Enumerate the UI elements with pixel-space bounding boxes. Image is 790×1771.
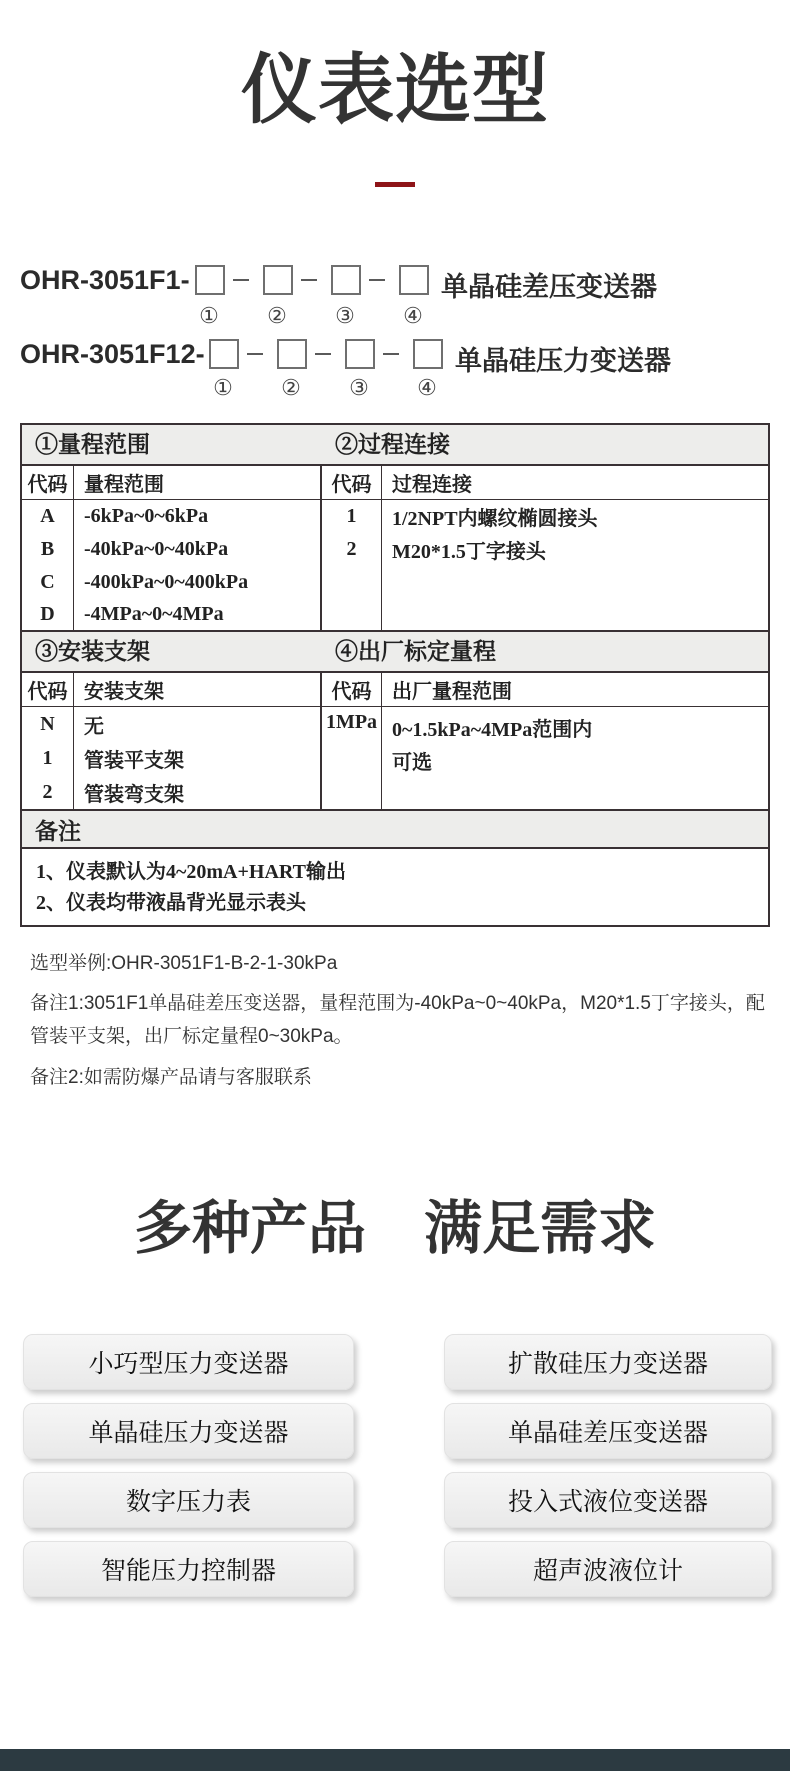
circled-number: ③ <box>349 375 369 401</box>
model-code-text: OHR-3051F12- <box>20 339 205 370</box>
table-row-value: -400kPa~0~400kPa <box>84 570 249 593</box>
model-line-3051f1 <box>0 263 790 301</box>
filler-cell <box>382 566 768 630</box>
position-markers-row <box>0 303 790 335</box>
range-section <box>22 466 322 630</box>
model-option-box <box>209 339 239 369</box>
model-option-box <box>399 265 429 295</box>
selection-note-2: 备注2:如需防爆产品请与客服联系 <box>30 1067 312 1089</box>
selection-example: 选型举例:OHR-3051F1-B-2-1-30kPa <box>30 953 338 975</box>
table-row-code: 1 <box>322 500 382 533</box>
column-header: 安装支架 <box>74 673 320 707</box>
table-row-value: -6kPa~0~6kPa <box>84 505 209 528</box>
table-row-value: 1/2NPT内螺纹椭圆接头 <box>392 508 598 531</box>
model-code-section <box>0 263 790 413</box>
products-grid <box>23 1334 790 1597</box>
circled-number: ② <box>281 375 301 401</box>
model-option-box <box>277 339 307 369</box>
remark-header: 备注 <box>22 809 768 849</box>
table-row-code: N <box>22 707 74 741</box>
table-row-code: 2 <box>322 533 382 566</box>
table-row-code: A <box>22 500 74 533</box>
section3-title: ③安装支架 <box>35 638 150 665</box>
model-product-label: 单晶硅差压变送器 <box>441 272 657 303</box>
table-row-value: 管装弯支架 <box>84 783 184 806</box>
circled-number: ③ <box>335 303 355 329</box>
model-option-box <box>195 265 225 295</box>
product-button-smart-pressure-controller[interactable]: 智能压力控制器 <box>23 1541 354 1597</box>
dash-separator <box>247 353 263 355</box>
table-row-value: -40kPa~0~40kPa <box>84 538 229 561</box>
dash-separator <box>233 279 249 281</box>
table-row-value: 管装平支架 <box>84 749 184 772</box>
model-option-box <box>345 339 375 369</box>
remark-item: 2、仪表均带液晶背光显示表头 <box>36 892 306 915</box>
model-option-box <box>331 265 361 295</box>
title-divider <box>375 182 415 187</box>
column-header: 量程范围 <box>74 466 320 500</box>
column-header: 代码 <box>322 673 382 707</box>
table-row-code: 2 <box>22 775 74 809</box>
circled-number: ① <box>199 303 219 329</box>
product-button-ultrasonic-level-meter[interactable]: 超声波液位计 <box>444 1541 772 1597</box>
table-row-code: B <box>22 533 74 566</box>
table-row-code: 1 <box>22 741 74 775</box>
circled-number: ④ <box>417 375 437 401</box>
column-header: 代码 <box>22 466 74 500</box>
remark-item: 1、仪表默认为4~20mA+HART输出 <box>36 861 346 884</box>
column-header: 过程连接 <box>382 466 768 500</box>
dash-separator <box>383 353 399 355</box>
dash-separator <box>301 279 317 281</box>
column-header: 代码 <box>322 466 382 500</box>
band-header-2 <box>22 630 768 673</box>
calibration-range-line1: 0~1.5kPa~4MPa范围内 <box>392 719 593 742</box>
selection-description <box>30 949 765 1093</box>
band-body-2 <box>22 673 768 809</box>
column-header: 代码 <box>22 673 74 707</box>
product-button-monosilicon-pressure-transmitter[interactable]: 单晶硅压力变送器 <box>23 1403 354 1459</box>
product-button-diffused-silicon-transmitter[interactable]: 扩散硅压力变送器 <box>444 1334 772 1390</box>
column-header: 出厂量程范围 <box>382 673 768 707</box>
model-product-label: 单晶硅压力变送器 <box>455 346 671 377</box>
circled-number: ② <box>267 303 287 329</box>
calibration-section <box>322 673 768 809</box>
table-row-value: -4MPa~0~4MPa <box>84 602 224 625</box>
table-row-value <box>382 707 768 809</box>
table-row-value: M20*1.5丁字接头 <box>392 541 546 564</box>
circled-number: ④ <box>403 303 423 329</box>
section4-title: ④出厂标定量程 <box>335 638 496 665</box>
model-option-box <box>413 339 443 369</box>
page-title: 仪表选型 <box>241 48 549 133</box>
product-button-submersible-level-transmitter[interactable]: 投入式液位变送器 <box>444 1472 772 1528</box>
dash-separator <box>315 353 331 355</box>
model-line-3051f12 <box>0 337 790 375</box>
filler-cell <box>322 566 382 630</box>
model-code-text: OHR-3051F1- <box>20 265 190 296</box>
table-row-value: 无 <box>84 715 104 738</box>
footer-bar <box>0 1749 790 1771</box>
products-heading: 多种产品 满足需求 <box>133 1196 656 1262</box>
dash-separator <box>369 279 385 281</box>
product-button-compact-pressure-transmitter[interactable]: 小巧型压力变送器 <box>23 1334 354 1390</box>
product-button-digital-pressure-gauge[interactable]: 数字压力表 <box>23 1472 354 1528</box>
remark-body <box>22 849 768 925</box>
table-row-code: C <box>22 566 74 598</box>
bracket-section <box>22 673 322 809</box>
model-option-box <box>263 265 293 295</box>
band-body-1 <box>22 466 768 630</box>
table-row-code: 1MPa <box>322 707 382 809</box>
process-connection-section <box>322 466 768 630</box>
calibration-range-line2: 可选 <box>392 752 432 775</box>
table-row-code: D <box>22 598 74 630</box>
section2-title: ②过程连接 <box>335 431 450 458</box>
position-markers-row <box>0 375 790 407</box>
section1-title: ①量程范围 <box>35 431 150 458</box>
circled-number: ① <box>213 375 233 401</box>
selection-table <box>20 423 770 927</box>
product-button-monosilicon-dp-transmitter[interactable]: 单晶硅差压变送器 <box>444 1403 772 1459</box>
band-header-1 <box>22 425 768 466</box>
selection-note-1: 备注1:3051F1单晶硅差压变送器，量程范围为-40kPa~0~40kPa，M20*1.5丁字接头，配管装平支架，出厂标定量程0~30kPa。 <box>30 993 765 1048</box>
